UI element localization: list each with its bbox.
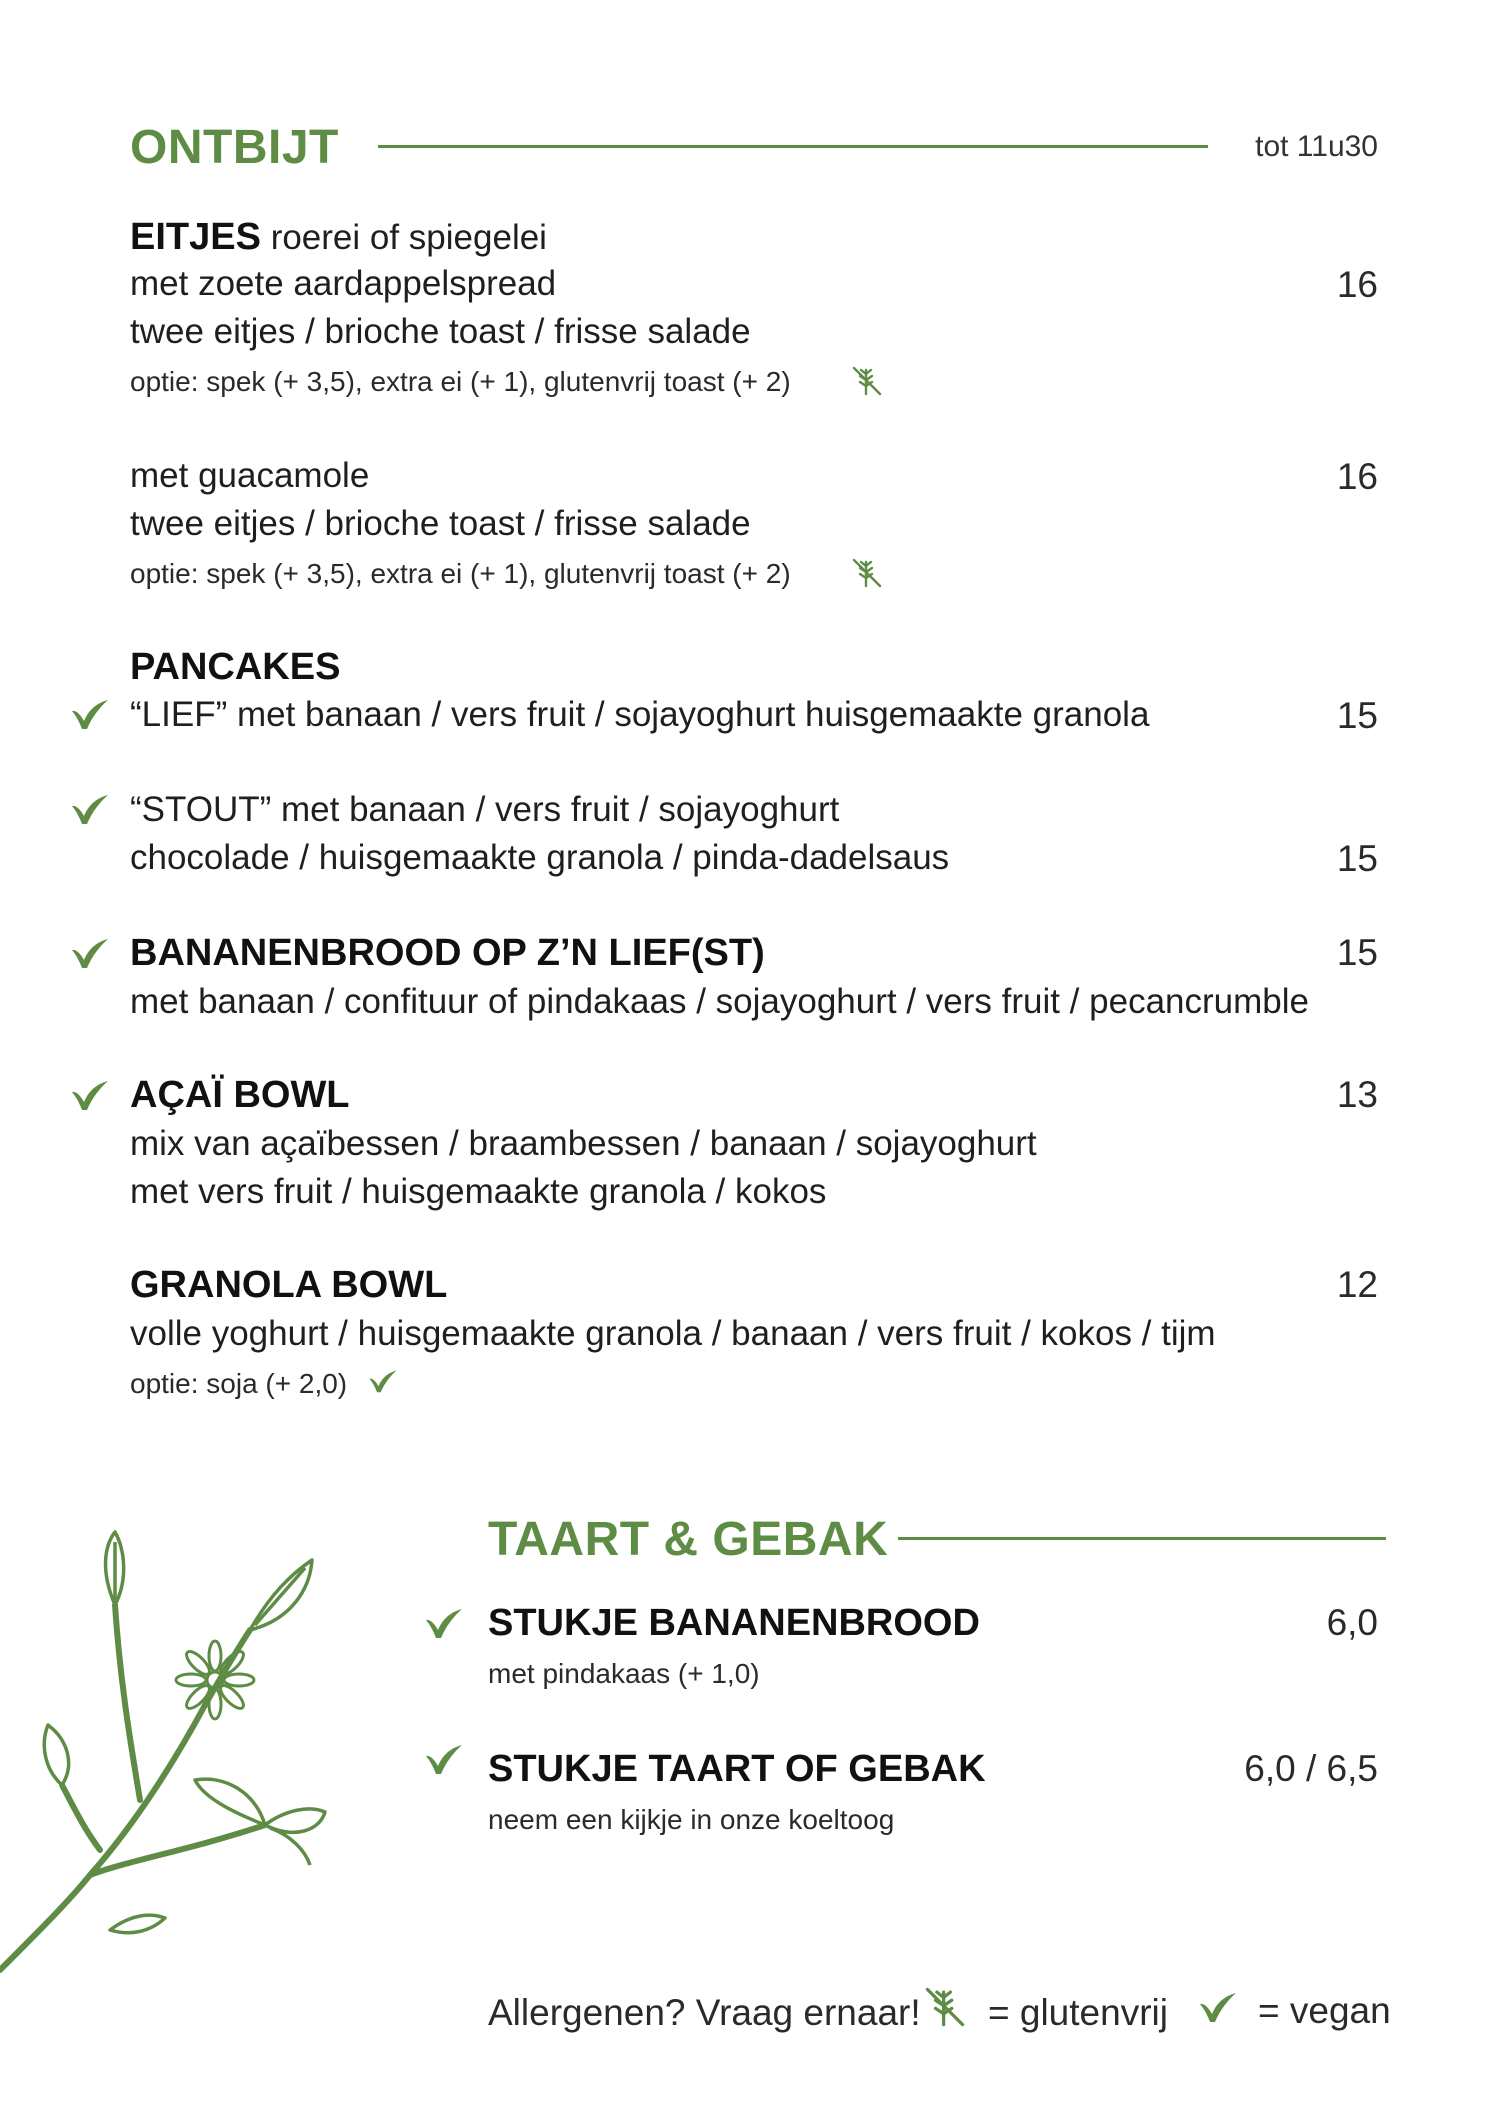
- check-leaf-icon: [424, 1742, 464, 1776]
- item-desc: roerei of spiegelei: [270, 218, 547, 257]
- item-price: 15: [1336, 838, 1378, 879]
- item-option: neem een kijkje in onze koeltoog: [488, 1804, 895, 1835]
- item-name: AÇAÏ BOWL: [130, 1074, 350, 1116]
- item-price: 6,0: [1326, 1602, 1378, 1643]
- wheat-crossed-icon: [850, 556, 884, 590]
- allergen-note: Allergenen? Vraag ernaar!: [488, 1992, 921, 2033]
- check-leaf-icon: [1198, 1990, 1238, 2024]
- opening-hours: tot 11u30: [1255, 130, 1378, 163]
- item-price: 15: [1336, 695, 1378, 736]
- item-line: met banaan / confituur of pindakaas / sojayoghurt / vers fruit / pecancrumble: [130, 982, 1309, 1021]
- item-name: GRANOLA BOWL: [130, 1264, 448, 1306]
- item-line: “LIEF” met banaan / vers fruit / sojayoghurt huisgemaakte granola: [130, 695, 1150, 734]
- item-price: 16: [1336, 264, 1378, 305]
- item-line: twee eitjes / brioche toast / frisse salade: [130, 312, 751, 351]
- item-price: 16: [1336, 456, 1378, 497]
- legend-glutenfree: = glutenvrij: [988, 1992, 1168, 2033]
- item-line: met vers fruit / huisgemaakte granola / kokos: [130, 1172, 827, 1211]
- legend-vegan: = vegan: [1258, 1990, 1391, 2031]
- menu-item-eitjes-heading: [130, 218, 547, 256]
- item-option: optie: spek (+ 3,5), extra ei (+ 1), glutenvrij toast (+ 2): [130, 366, 791, 397]
- item-line: volle yoghurt / huisgemaakte granola / banaan / vers fruit / kokos / tijm: [130, 1314, 1216, 1353]
- item-price: 15: [1336, 932, 1378, 973]
- check-leaf-icon: [70, 697, 110, 731]
- item-line: mix van açaïbessen / braambessen / banaan / sojayoghurt: [130, 1124, 1037, 1163]
- item-line: chocolade / huisgemaakte granola / pinda-dadelsaus: [130, 838, 950, 877]
- item-option: optie: soja (+ 2,0): [130, 1368, 348, 1399]
- section-divider: [378, 145, 1208, 148]
- item-line: met zoete aardappelspread: [130, 264, 557, 303]
- check-leaf-icon: [424, 1606, 464, 1640]
- item-option: met pindakaas (+ 1,0): [488, 1658, 760, 1689]
- flower-branch-illustration: [0, 1530, 340, 1990]
- wheat-crossed-icon: [922, 1984, 968, 2030]
- item-option: optie: spek (+ 3,5), extra ei (+ 1), glutenvrij toast (+ 2): [130, 558, 791, 589]
- check-leaf-icon: [70, 936, 110, 970]
- item-name: EITJES: [130, 216, 261, 258]
- item-name: STUKJE BANANENBROOD: [488, 1602, 980, 1644]
- item-line: met guacamole: [130, 456, 370, 495]
- section-divider: [898, 1537, 1386, 1540]
- item-price: 12: [1336, 1264, 1378, 1305]
- section-title-taart: TAART & GEBAK: [488, 1513, 889, 1566]
- item-price: 6,0 / 6,5: [1244, 1748, 1378, 1789]
- item-name: PANCAKES: [130, 646, 341, 688]
- item-price: 13: [1336, 1074, 1378, 1115]
- check-leaf-icon: [368, 1368, 398, 1394]
- check-leaf-icon: [70, 1078, 110, 1112]
- wheat-crossed-icon: [850, 364, 884, 398]
- item-name: BANANENBROOD OP Z’N LIEF(ST): [130, 932, 765, 974]
- item-line: “STOUT” met banaan / vers fruit / sojayoghurt: [130, 790, 840, 829]
- check-leaf-icon: [70, 792, 110, 826]
- item-name: STUKJE TAART OF GEBAK: [488, 1748, 986, 1790]
- item-line: twee eitjes / brioche toast / frisse salade: [130, 504, 751, 543]
- section-title-ontbijt: ONTBIJT: [130, 121, 339, 174]
